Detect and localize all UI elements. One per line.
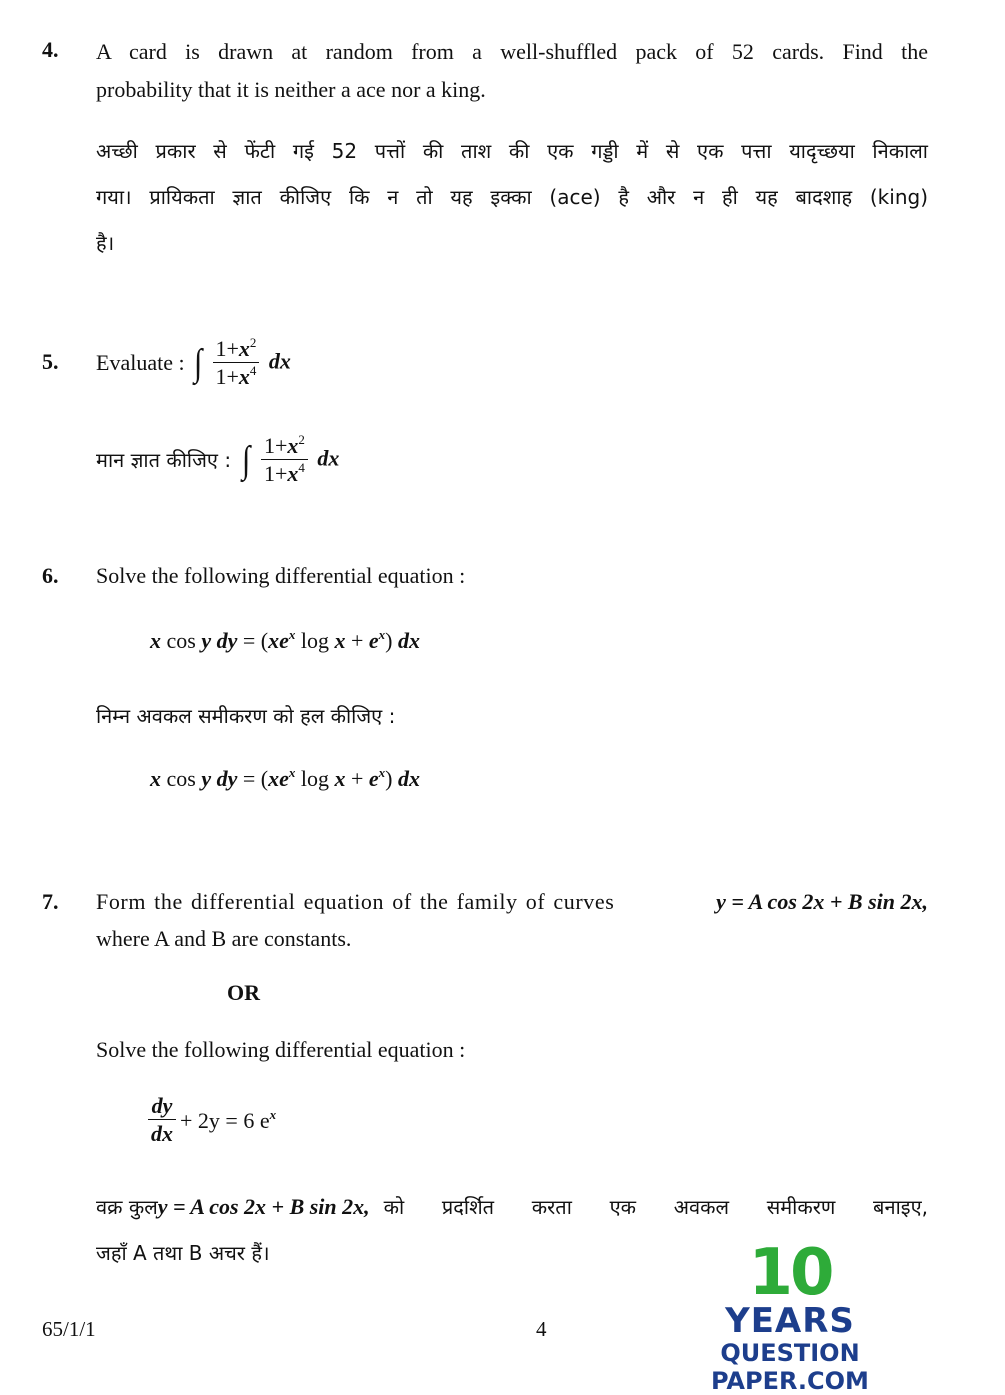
question-6-hindi-text: निम्न अवकल समीकरण को हल कीजिए :	[96, 704, 396, 728]
question-6-equation-hindi: x cos y dy = ($xe^x$ $\log x + e^x$) dx	[150, 765, 420, 791]
question-7-text-line1: Form the differential equation of the family of curves	[96, 889, 615, 914]
de-rhs: + 2y = 6 $e^x$	[180, 1106, 277, 1133]
question-7-solve-text: Solve the following differential equation :	[96, 1037, 466, 1062]
paper-code: 65/1/1	[42, 1317, 96, 1341]
hindi-pre: वक्र कुल	[96, 1195, 158, 1219]
differential: dx	[317, 445, 340, 471]
question-6-equation: x cos y dy = ($xe^x$ $\log x + e^x$) dx	[150, 627, 420, 653]
question-4-text-line1: A card is drawn at random from a well-shuffled pack of 52 cards. Find the	[96, 39, 928, 64]
logo-site: QUESTION PAPER.COM	[711, 1339, 869, 1395]
curve-equation-hindi: y = A cos 2x + B sin 2x,	[157, 1194, 370, 1219]
integrand-denominator: $1+x^4$	[213, 362, 260, 391]
derivative-denominator: dx	[148, 1119, 176, 1148]
question-7-hindi-line2: जहाँ A तथा B अचर हैं।	[96, 1241, 270, 1265]
integrand-fraction	[213, 336, 260, 391]
derivative-fraction	[148, 1093, 176, 1148]
logo-years: YEARS	[725, 1301, 855, 1341]
or-separator: OR	[227, 980, 260, 1005]
question-4-hindi-line2: गया। प्रायिकता ज्ञात कीजिए कि न तो यह इक्का (ace) है और न ही यह बादशाह (king)	[96, 185, 928, 209]
derivative-numerator: dy	[151, 1093, 173, 1118]
integral-sign: ∫	[242, 439, 251, 481]
question-7-line1	[96, 883, 928, 921]
evaluate-label: Evaluate :	[96, 350, 185, 375]
question-7-hindi-line1	[96, 1184, 928, 1230]
question-5-number: 5.	[42, 349, 59, 374]
integrand-numerator: $1+x^2$	[264, 431, 305, 458]
question-5-english	[96, 330, 291, 396]
evaluate-label-hindi: मान ज्ञात कीजिए :	[96, 448, 232, 472]
question-5-hindi	[96, 427, 339, 493]
integral-expression	[193, 336, 291, 391]
differential: dx	[268, 348, 291, 374]
question-6-text: Solve the following differential equation :	[96, 563, 466, 588]
logo	[650, 1236, 930, 1395]
integral-expression-hindi	[241, 433, 339, 488]
integral-sign: ∫	[193, 342, 202, 384]
hindi-post: को प्रदर्शित करता एक अवकल समीकरण बनाइए,	[383, 1195, 928, 1219]
question-7-de	[148, 1093, 276, 1148]
integrand-fraction	[261, 433, 308, 488]
question-7-number: 7.	[42, 889, 59, 914]
question-6-number: 6.	[42, 563, 59, 588]
question-4-number: 4.	[42, 37, 59, 62]
question-7-text-line2: where A and B are constants.	[96, 926, 352, 951]
integrand-numerator: $1+x^2$	[215, 334, 257, 361]
logo-number: 10	[748, 1236, 832, 1310]
question-4-hindi-line3: है।	[96, 231, 115, 255]
integrand-denominator: $1+x^4$	[261, 459, 308, 488]
curve-equation: y = A cos 2x + B sin 2x,	[716, 889, 928, 914]
page-number: 4	[536, 1317, 547, 1341]
question-4-hindi-line1: अच्छी प्रकार से फेंटी गई 52 पत्तों की ताश की एक गड्डी में से एक पत्ता यादृच्छया निकाला	[96, 139, 928, 163]
question-4-text-line2: probability that it is neither a ace nor a king.	[96, 77, 486, 102]
